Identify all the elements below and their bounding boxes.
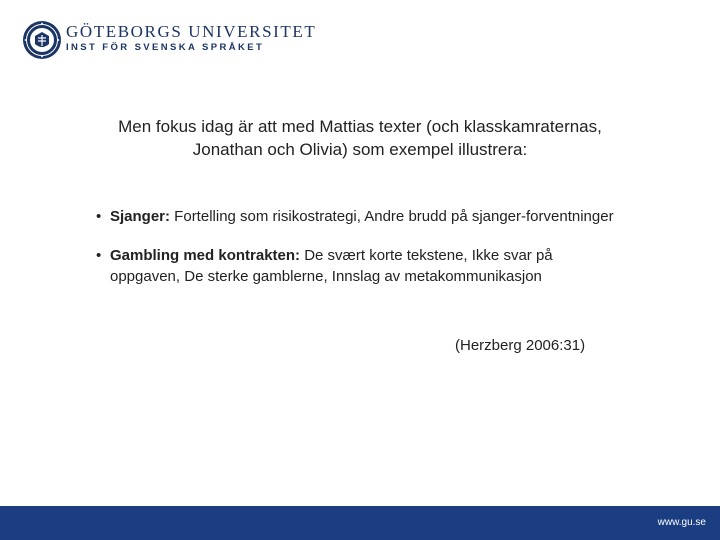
bullet-dot-icon: • — [96, 247, 102, 264]
bullet-term: Sjanger: — [110, 208, 171, 225]
bullet-text: Fortelling som risikostrategi, Andre brudd på sjanger-forventninger — [170, 208, 614, 225]
citation: (Herzberg 2006:31) — [455, 337, 586, 354]
bullet-term: Gambling med kontrakten: — [110, 247, 301, 264]
university-seal-icon — [22, 20, 62, 60]
bullet-dot-icon: • — [96, 208, 102, 225]
footer-bar — [0, 506, 720, 540]
heading-line: Men fokus idag är att med Mattias texter (och klasskamraternas, — [118, 117, 602, 136]
heading-line: Jonathan och Olivia) som exempel illustrera: — [192, 140, 528, 159]
bullet-item — [96, 206, 616, 227]
bullet-list — [96, 206, 616, 305]
bullet-item — [96, 245, 616, 287]
university-name: GÖTEBORGS UNIVERSITET — [66, 22, 317, 41]
footer-url-link[interactable]: www.gu.se — [657, 517, 706, 528]
slide-heading — [60, 115, 660, 161]
bullet-text: De svært korte tekstene, Ikke svar på oppgaven, De sterke gamblerne, Innslag av metakommunikasjon — [110, 247, 553, 285]
department-name: INST FÖR SVENSKA SPRÅKET — [66, 42, 265, 53]
